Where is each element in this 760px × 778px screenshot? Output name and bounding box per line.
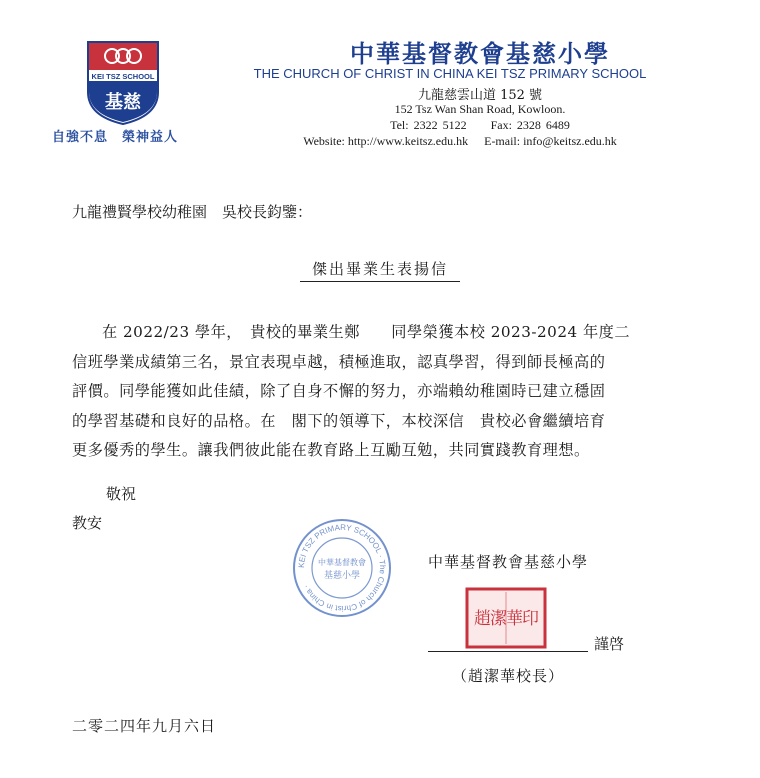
chop-center-line-2: 基慈小學	[323, 571, 361, 581]
principal-name: （趙潔華校長）	[452, 667, 565, 685]
contact-phones	[300, 118, 660, 133]
letter-title: 傑出畢業生表揚信	[311, 260, 448, 278]
signer-school: 中華基督教會基慈小學	[428, 553, 589, 571]
chop-center-line-1: 中華基督教會	[318, 558, 366, 567]
svg-text:KEI TSZ PRIMARY SCHOOL · The C	[297, 523, 387, 613]
website-link[interactable]: Website: http://www.keitsz.edu.hk	[303, 134, 469, 148]
email-link[interactable]: E-mail: info@keitsz.edu.hk	[484, 134, 617, 148]
crest-chinese-chars: 基慈	[105, 92, 141, 113]
body-line: 的學習基礎和良好的品格。在 閣下的領導下，本校深信 貴校必會繼續培育	[72, 411, 606, 430]
letter-salutation: 九龍禮賢學校幼稚園 吳校長鈞鑒：	[72, 203, 313, 221]
school-crest-logo	[86, 40, 160, 126]
contact-web	[240, 134, 680, 149]
signature-line	[428, 651, 588, 652]
letter-date: 二零二四年九月六日	[72, 717, 217, 735]
principal-seal-stamp	[464, 586, 548, 650]
fax: Fax: 2328 6489	[490, 118, 570, 132]
seal-characters: 趙潔華印	[474, 609, 538, 629]
address-chinese: 九龍慈雲山道 152 號	[417, 88, 543, 103]
school-name-chinese: 中華基督教會基慈小學	[350, 40, 610, 68]
chop-ring-text: KEI TSZ PRIMARY SCHOOL · The Church of Christ in China ·	[296, 522, 388, 614]
closing-greeting: 教安	[72, 514, 103, 532]
crest-school-text: KEI TSZ SCHOOL	[91, 72, 155, 81]
letter-body	[72, 318, 694, 466]
body-line: 信班學業成績第三名，景宜表現卓越，積極進取，認真學習，得到師長極高的	[72, 352, 606, 371]
closing-wish: 敬祝	[106, 485, 137, 503]
body-line: 在 2022/23 學年， 貴校的畢業生鄭 同學榮獲本校 2023-2024 年度二	[102, 323, 631, 341]
telephone: Tel: 2322 5122	[390, 118, 467, 132]
school-name-english: THE CHURCH OF CHRIST IN CHINA KEI TSZ PRIMARY SCHOOL	[253, 66, 647, 81]
body-line: 更多優秀的學生。讓我們彼此能在教育路上互勵互勉，共同實踐教育理想。	[72, 441, 590, 460]
school-motto: 自強不息 榮神益人	[52, 130, 179, 145]
school-chop-stamp	[291, 517, 393, 619]
address-english: 152 Tsz Wan Shan Road, Kowloon.	[394, 102, 566, 116]
title-underline	[300, 281, 460, 282]
sign-off-note: 謹啓	[594, 635, 625, 653]
body-line: 評價。同學能獲如此佳績，除了自身不懈的努力，亦端賴幼稚園時已建立穩固	[72, 382, 606, 401]
